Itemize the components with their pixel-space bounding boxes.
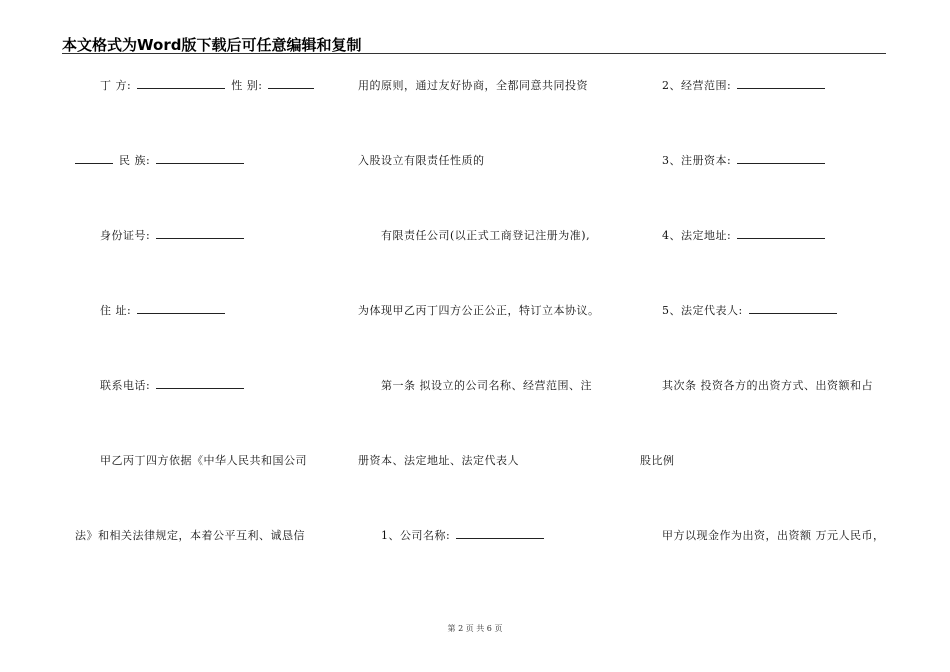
body-text: 甲乙丙丁四方依据《中华人民共和国公司 (100, 454, 307, 467)
body-text: 册资本、法定地址、法定代表人 (358, 454, 519, 467)
address-label: 住 址: (100, 304, 132, 317)
body-text: 甲方以现金作为出资，出资额 万元人民币， (662, 529, 885, 542)
ethnicity-blank (156, 154, 244, 164)
body-text: 法》和相关法律规定，本着公平互利、诚恳信 (75, 529, 305, 542)
legal-representative-label: 5、法定代表人: (662, 304, 743, 317)
legal-representative-blank (749, 304, 837, 314)
phone-blank (156, 379, 244, 389)
legal-address-blank (737, 229, 825, 239)
article-one-heading: 第一条 拟设立的公司名称、经营范围、注 (381, 379, 592, 392)
registered-capital-label: 3、注册资本: (662, 154, 732, 167)
article-two-heading: 其次条 投资各方的出资方式、出资额和占 (662, 379, 873, 392)
legal-representative-line (662, 304, 839, 318)
legal-address-label: 4、法定地址: (662, 229, 732, 242)
body-text: 用的原则，通过友好协商，全都同意共同投资 (358, 79, 588, 92)
ethnicity-label: 民 族: (119, 154, 151, 167)
body-text: 股比例 (640, 454, 675, 467)
address-line (100, 304, 227, 318)
business-scope-line (662, 79, 827, 93)
id-number-blank (156, 229, 244, 239)
id-number-line (100, 229, 246, 243)
continuation-blank (75, 154, 113, 164)
ding-party-line (100, 79, 316, 93)
gender-label: 性 别: (231, 79, 263, 92)
body-text: 为体现甲乙丙丁四方公正公正，特订立本协议。 (358, 304, 600, 317)
page-number-footer: 第 2 页 共 6 页 (447, 624, 503, 633)
ding-party-blank (137, 79, 225, 89)
ethnicity-line (75, 154, 246, 168)
business-scope-blank (737, 79, 825, 89)
document-header-title: 本文格式为Word版下载后可任意编辑和复制 (62, 36, 362, 54)
ding-party-label: 丁 方: (100, 79, 132, 92)
gender-blank (268, 79, 314, 89)
phone-line (100, 379, 246, 393)
id-number-label: 身份证号: (100, 229, 151, 242)
registered-capital-blank (737, 154, 825, 164)
body-text: 入股设立有限责任性质的 (358, 154, 485, 167)
legal-address-line (662, 229, 827, 243)
company-name-label: 1、公司名称: (381, 529, 451, 542)
business-scope-label: 2、经营范围: (662, 79, 732, 92)
phone-label: 联系电话: (100, 379, 151, 392)
company-name-line (381, 529, 546, 543)
body-text: 有限责任公司(以正式工商登记注册为准), (381, 229, 591, 242)
registered-capital-line (662, 154, 827, 168)
header-divider (62, 53, 886, 54)
address-blank (137, 304, 225, 314)
company-name-blank (456, 529, 544, 539)
